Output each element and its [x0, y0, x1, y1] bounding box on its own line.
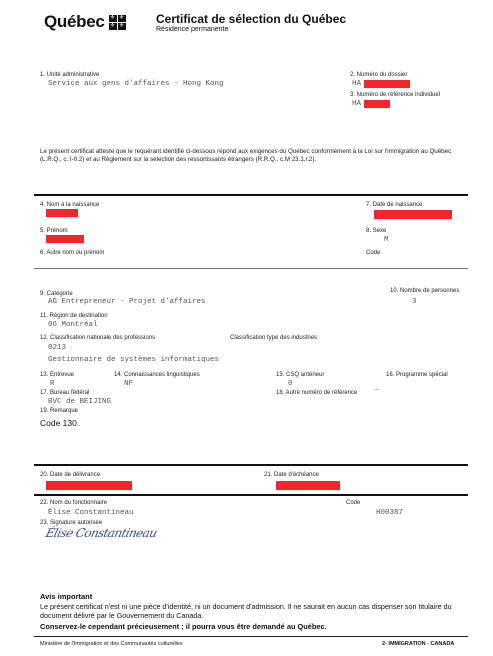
issue-date-redaction — [46, 481, 132, 490]
profession-name: Gestionnaire de systèmes informatiques — [48, 356, 220, 364]
remark-value: Code 130. — [40, 418, 80, 428]
document-subtitle: Résidence permanente — [156, 26, 229, 33]
birth-name-redaction — [46, 209, 78, 217]
notice-title: Avis important — [40, 592, 93, 601]
fleur-de-lys-flag-icon: ⚜ ⚜ ⚜ ⚜ — [109, 14, 125, 29]
previous-csq-label: 15. CSQ antérieur — [276, 372, 325, 378]
sex-value: M — [384, 236, 389, 244]
interview-label: 13. Entrevue — [40, 372, 75, 378]
language-label: 14. Connaissances linguistiques — [114, 372, 200, 378]
footer-divider — [34, 636, 468, 637]
persons-value: 3 — [412, 298, 417, 306]
sex-label: 8. Sexe — [366, 228, 387, 234]
official-code-label: Code — [346, 500, 361, 506]
document-title: Certificat de sélection du Québec — [156, 12, 347, 26]
persons-label: 10. Nombre de personnes — [390, 288, 460, 294]
expiry-date-label: 21. Date d'échéance — [264, 472, 319, 478]
federal-office-label: 17. Bureau fédéral — [40, 390, 90, 396]
destination-label: 11. Région de destination — [40, 313, 108, 319]
ministry-name: Ministère de l'Immigration et des Communautés culturelles — [40, 641, 183, 647]
interview-value: R — [50, 380, 55, 388]
notice-text: Le présent certificat n'est ni une pièce d'identité, ni un document d'admission. Il ne saurait en aucun cas dispenser son titulaire du document délivré par le Gouvernement du Canada. — [40, 602, 452, 620]
file-number-prefix: HA — [352, 80, 362, 88]
signature-label: 23. Signature autorisée — [40, 520, 103, 526]
quebec-wordmark: Québec — [44, 12, 105, 31]
special-program-label: 16. Programme spécial — [386, 372, 448, 378]
previous-csq-value: 0 — [288, 380, 293, 388]
form-copy-label: 2- IMMIGRATION - CANADA — [382, 641, 455, 647]
issue-date-label: 20. Date de délivrance — [40, 472, 101, 478]
authorized-signature: Élise Constantineau — [44, 526, 159, 540]
certificate-statement: Le présent certificat atteste que le requérant identifié ci-dessous répond aux exigences du Québec conformément à la Loi sur l'immigration au Québec (L.R.Q., c. I-0.2) et au Règlement sur la sélection des ressortissants étrangers (R.R.Q., c.M 23.1,r.2). — [40, 148, 452, 163]
reference-number-redaction — [364, 100, 390, 108]
first-name-label: 5. Prénom — [40, 228, 68, 234]
industry-label: Classification type des industries — [230, 335, 318, 341]
notice-keep: Conservez-le cependant précieusement ; il pourra vous être demandé au Québec. — [40, 622, 327, 631]
birth-date-redaction — [374, 210, 452, 219]
official-name-value: Élise Constantineau — [48, 509, 134, 517]
section-divider-2 — [34, 268, 468, 269]
sex-code-label: Code — [366, 250, 381, 256]
other-reference-label: 18. Autre numéro de référence — [276, 390, 358, 396]
profession-label: 12. Classification nationale des professions — [40, 335, 156, 341]
language-value: NF — [124, 380, 134, 388]
destination-value: 06 Montréal — [48, 321, 98, 329]
section-divider-1 — [34, 194, 468, 196]
profession-code: 0213 — [48, 344, 67, 352]
first-name-redaction — [46, 235, 84, 243]
reference-number-prefix: HA — [352, 100, 362, 108]
file-number-redaction — [364, 80, 410, 88]
federal-office-value: BVC de BEIJING — [48, 398, 112, 406]
official-name-label: 22. Nom du fonctionnaire — [40, 500, 108, 506]
other-name-label: 6. Autre nom ou prénom — [40, 250, 105, 256]
quebec-logo — [44, 12, 126, 32]
expiry-date-redaction — [276, 481, 340, 490]
remark-label: 19. Remarque — [40, 408, 79, 414]
unit-value: Service aux gens d'affaires - Hong Kong — [48, 80, 224, 88]
section-divider-3 — [34, 464, 468, 466]
official-code-value: H00387 — [376, 509, 404, 517]
other-reference-value: ... — [374, 386, 380, 392]
category-label: 9. Catégorie — [40, 291, 73, 297]
reference-number-label: 3. Numéro de référence individuel — [350, 92, 441, 98]
category-value: AG Entrepreneur - Projet d'affaires — [48, 298, 206, 306]
certificate-page — [30, 6, 470, 651]
birth-name-label: 4. Nom à la naissance — [40, 202, 100, 208]
file-number-label: 2. Numéro du dossier — [350, 72, 408, 78]
unit-label: 1. Unité administrative — [40, 72, 100, 78]
section-divider-4 — [34, 494, 468, 496]
birth-date-label: 7. Date de naissance — [366, 202, 423, 208]
